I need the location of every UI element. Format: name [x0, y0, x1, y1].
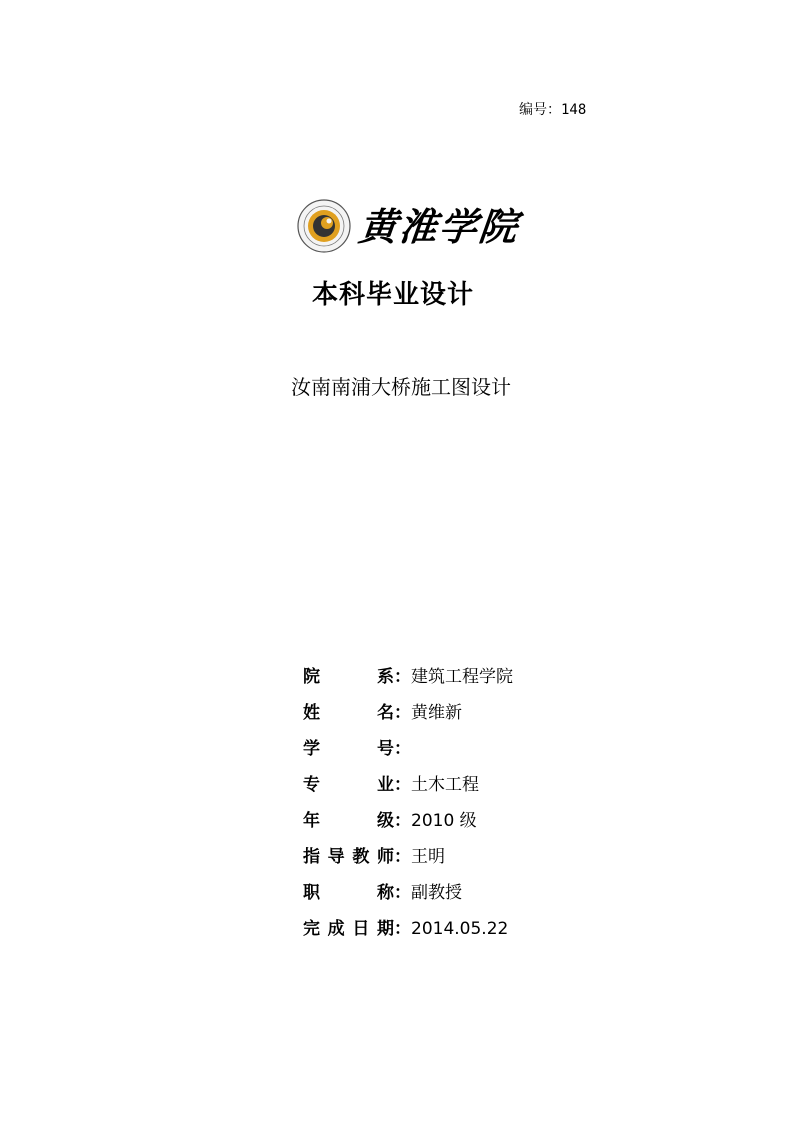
info-separator: ： [394, 739, 411, 759]
info-row [303, 771, 513, 807]
info-label-char: 系 [377, 667, 394, 687]
info-label-char: 日 [352, 919, 370, 939]
info-label [303, 699, 394, 735]
info-row [303, 879, 513, 915]
info-label-char: 职 [303, 883, 320, 903]
info-label-char: 年 [303, 811, 320, 831]
info-separator: ： [394, 919, 411, 939]
info-separator: ： [394, 811, 411, 831]
info-label-char: 业 [377, 775, 394, 795]
info-label [303, 663, 394, 699]
info-separator: ： [394, 847, 411, 867]
info-label [303, 807, 394, 843]
info-label [303, 915, 394, 951]
info-row [303, 699, 513, 735]
info-value: 2010 级 [411, 811, 477, 831]
student-info-block [303, 663, 513, 951]
info-separator: ： [394, 667, 411, 687]
info-label-char: 姓 [303, 703, 320, 723]
info-label-char: 师 [376, 847, 394, 867]
info-label [303, 771, 394, 807]
info-value: 建筑工程学院 [411, 667, 513, 687]
info-label-char: 级 [377, 811, 394, 831]
document-type-heading: 本科毕业设计 [311, 280, 474, 310]
info-row [303, 807, 513, 843]
info-label [303, 879, 394, 915]
info-label-char: 号 [377, 739, 394, 759]
info-separator: ： [394, 775, 411, 795]
info-label-char: 教 [352, 847, 370, 867]
info-value: 黄维新 [411, 703, 462, 723]
info-value: 副教授 [411, 883, 462, 903]
info-label-char: 称 [377, 883, 394, 903]
info-separator: ： [394, 703, 411, 723]
university-emblem-icon [296, 198, 352, 254]
info-label-char: 完 [303, 919, 320, 939]
info-value: 王明 [411, 847, 445, 867]
info-row [303, 843, 513, 879]
info-value: 2014.05.22 [411, 919, 509, 939]
info-label-char: 名 [377, 703, 394, 723]
info-label-char: 院 [303, 667, 320, 687]
info-label-char: 专 [303, 775, 320, 795]
university-name: 黄淮学院 [356, 204, 522, 249]
info-row [303, 663, 513, 699]
info-label-char: 期 [376, 919, 394, 939]
info-label [303, 735, 394, 771]
serial-number: 编号：148 [519, 102, 587, 118]
info-label-char: 指 [303, 847, 320, 867]
info-row [303, 735, 513, 771]
info-label [303, 843, 394, 879]
university-logo [296, 198, 526, 258]
info-label-char: 导 [327, 847, 345, 867]
info-row [303, 915, 513, 951]
thesis-title: 汝南南浦大桥施工图设计 [291, 375, 511, 399]
info-separator: ： [394, 883, 411, 903]
info-label-char: 成 [327, 919, 345, 939]
info-value: 土木工程 [411, 775, 479, 795]
info-label-char: 学 [303, 739, 320, 759]
